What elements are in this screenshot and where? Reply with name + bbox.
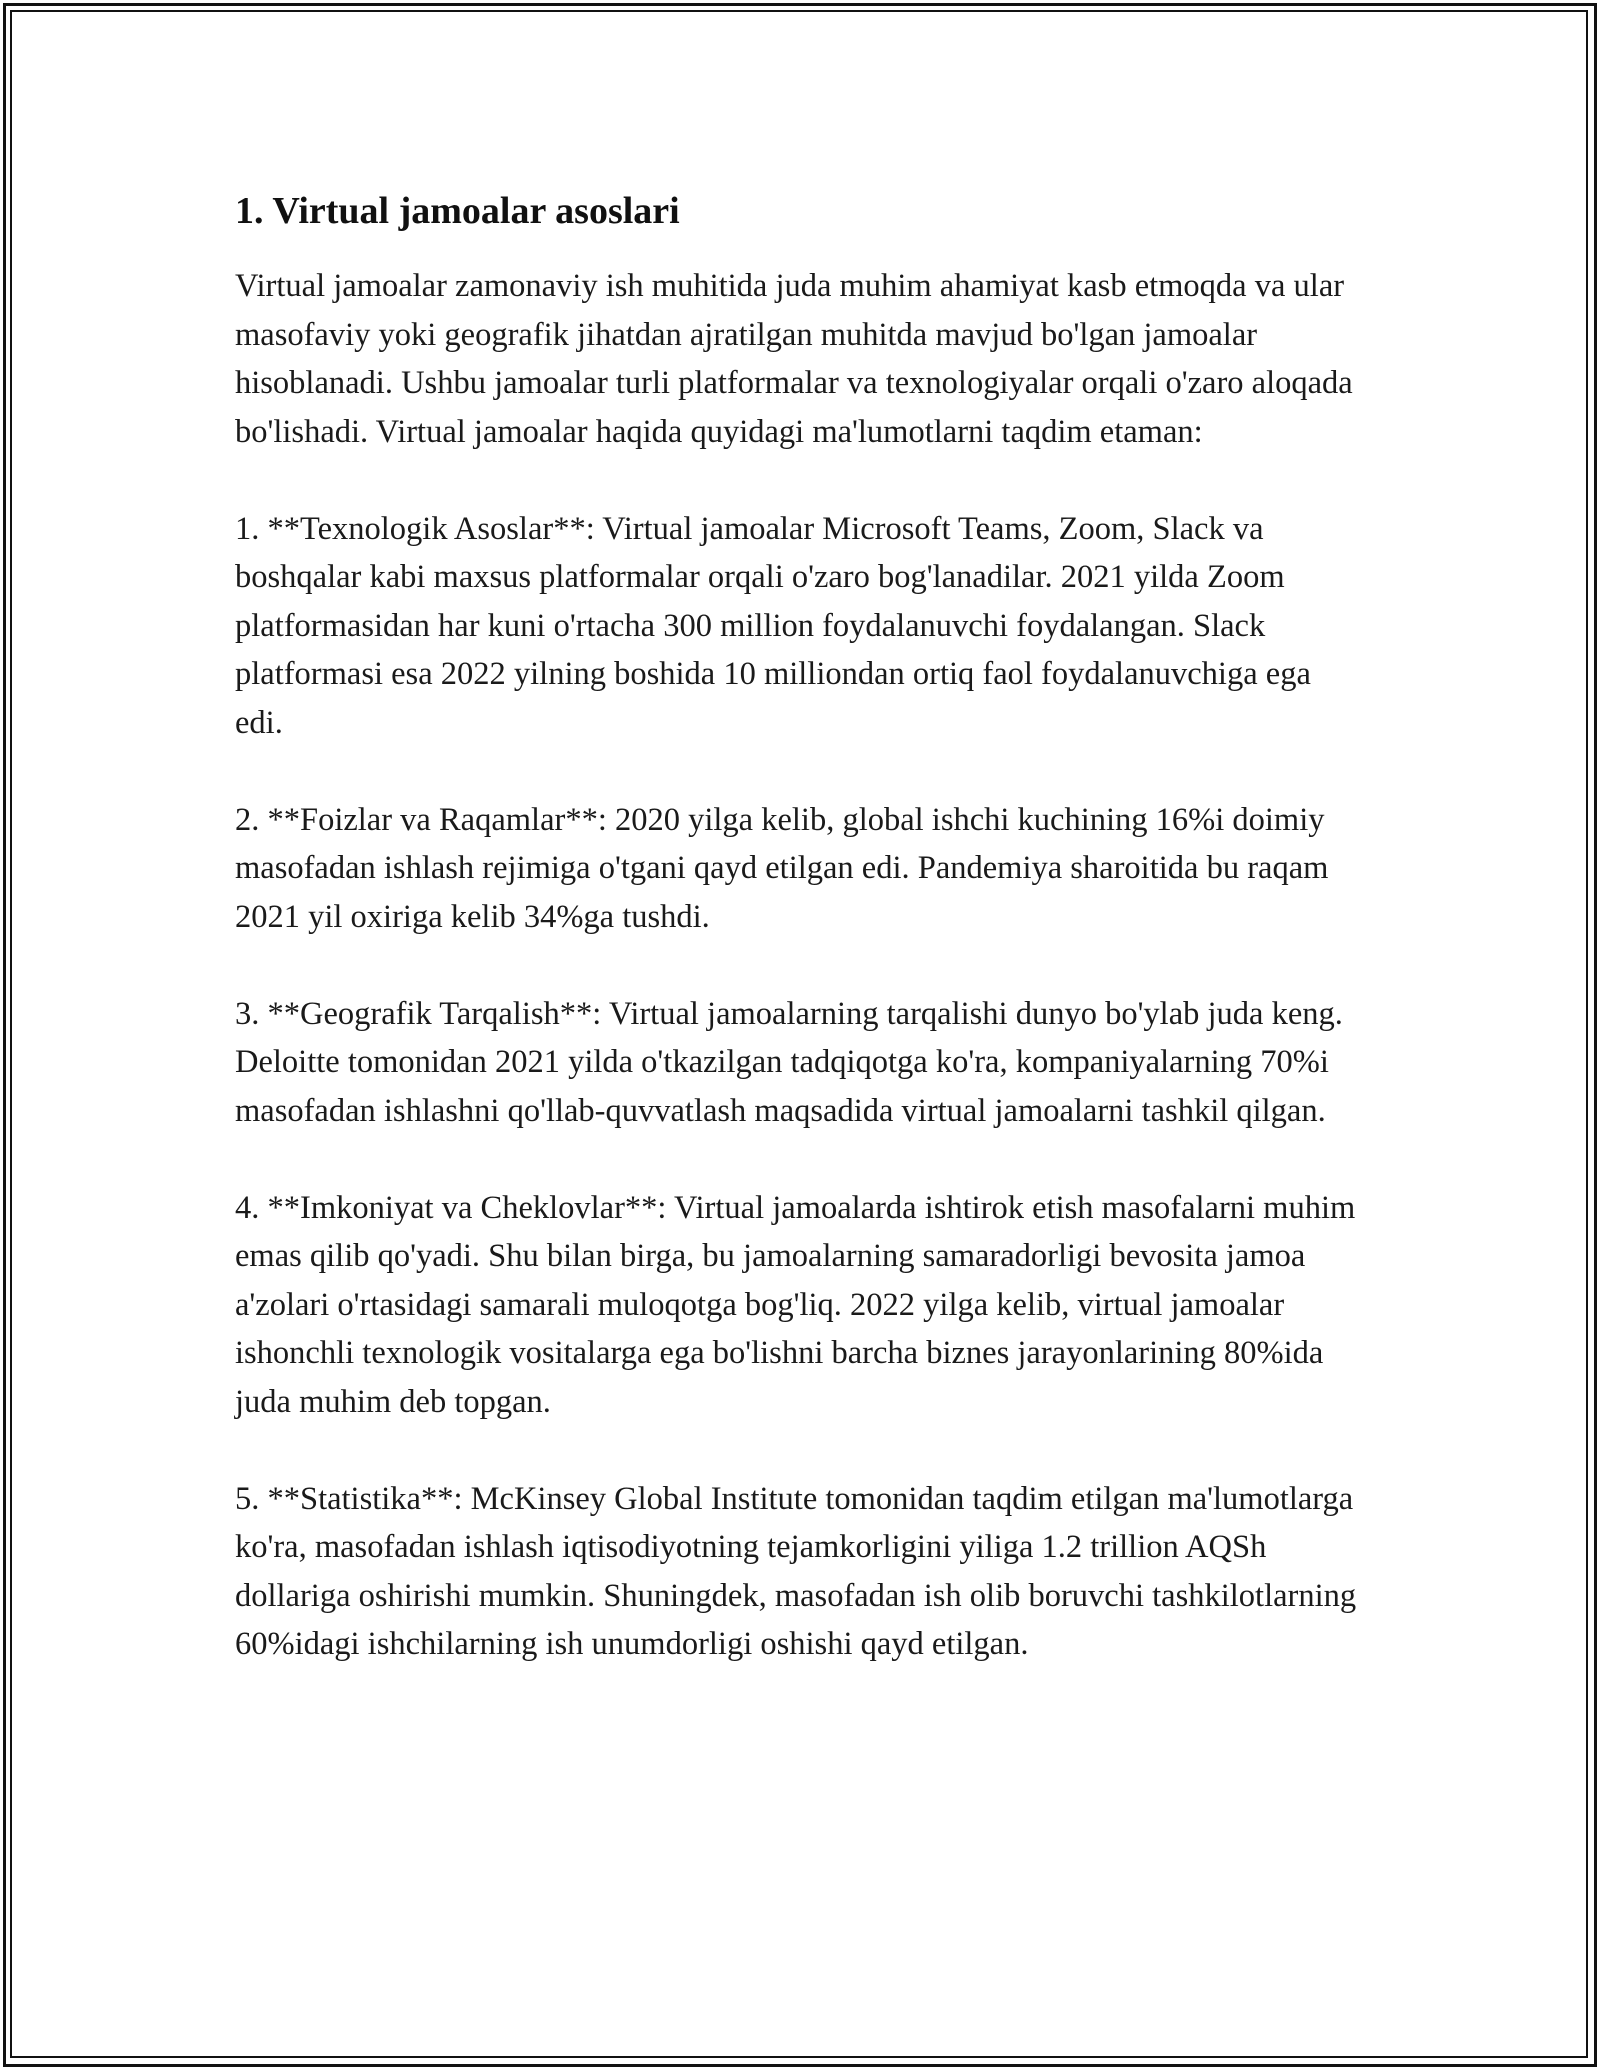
- point-5-paragraph: 5. **Statistika**: McKinsey Global Institute tomonidan taqdim etilgan ma'lumotlarga ko'ra, masofadan ishlash iqtisodiyotning tejamkorligini yiliga 1.2 trillion AQSh dollariga oshirishi mumkin. Shuningdek, masofadan ish olib boruvchi tashkilotlarning 60%idagi ishchilarning ish unumdorligi oshishi qayd etilgan.: [235, 1480, 1357, 1662]
- point-4-paragraph: 4. **Imkoniyat va Cheklovlar**: Virtual jamoalarda ishtirok etish masofalarni muhim emas qilib qo'yadi. Shu bilan birga, bu jamoalarning samaradorligi bevosita jamoa a'zolari o'rtasidagi samarali muloqotga bog'liq. 2022 yilga kelib, virtual jamoalar ishonchli texnologik vositalarga ega bo'lishni barcha biznes jarayonlarining 80%ida juda muhim deb topgan.: [235, 1189, 1356, 1420]
- intro-paragraph: Virtual jamoalar zamonaviy ish muhitida juda muhim ahamiyat kasb etmoqda va ular masofaviy yoki geografik jihatdan ajratilgan muhitda mavjud bo'lgan jamoalar hisoblanadi. Ushbu jamoalar turli platformalar va texnologiyalar orqali o'zaro aloqada bo'lishadi. Virtual jamoalar haqida quyidagi ma'lumotlarni taqdim etaman:: [235, 268, 1353, 450]
- point-2-paragraph: 2. **Foizlar va Raqamlar**: 2020 yilga kelib, global ishchi kuchining 16%i doimiy masofadan ishlash rejimiga o'tgani qayd etilgan edi. Pandemiya sharoitida bu raqam 2021 yil oxiriga kelib 34%ga tushdi.: [235, 801, 1329, 935]
- document-body: [235, 180, 1365, 1717]
- point-1-paragraph: 1. **Texnologik Asoslar**: Virtual jamoalar Microsoft Teams, Zoom, Slack va boshqalar kabi maxsus platformalar orqali o'zaro bog'lanadilar. 2021 yilda Zoom platformasidan har kuni o'rtacha 300 million foydalanuvchi foydalangan. Slack platformasi esa 2022 yilning boshida 10 milliondan ortiq faol foydalanuvchiga ega edi.: [235, 510, 1311, 741]
- point-3-paragraph: 3. **Geografik Tarqalish**: Virtual jamoalarning tarqalishi dunyo bo'ylab juda keng. Deloitte tomonidan 2021 yilda o'tkazilgan tadqiqotga ko'ra, kompaniyalarning 70%i masofadan ishlashni qo'llab-quvvatlash maqsadida virtual jamoalarni tashkil qilgan.: [235, 995, 1343, 1129]
- section-heading: 1. Virtual jamoalar asoslari: [235, 190, 680, 232]
